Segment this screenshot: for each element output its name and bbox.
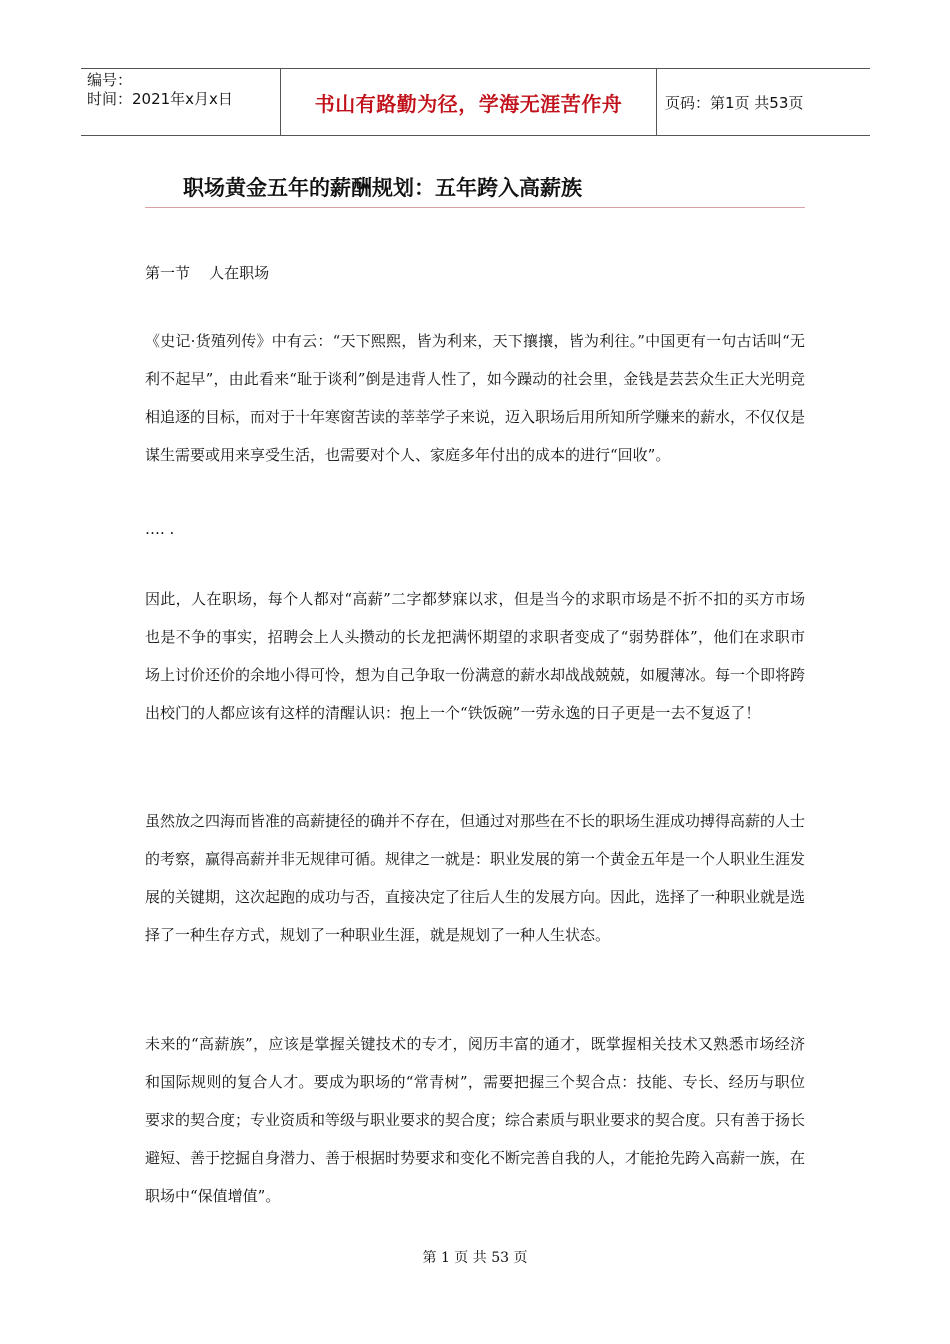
page-footer: 第 1 页 共 53 页 (422, 1250, 528, 1266)
document-date-label: 时间：2021年x月x日 (87, 90, 233, 108)
header-page-cell (657, 69, 870, 135)
header-motto-cell (281, 69, 657, 135)
document-title: 职场黄金五年的薪酬规划：五年跨入高薪族 (183, 176, 582, 200)
header-motto: 书山有路勤为径，学海无涯苦作舟 (314, 91, 623, 116)
paragraph-4: 未来的“高薪族”，应该是掌握关键技术的专才，阅历丰富的通才，既掌握相关技术又熟悉市场经济和国际规则的复合人才。要成为职场的“常青树”，需要把握三个契合点：技能、专长、经历与职位要求的契合度；专业资质和等级与职业要求的契合度；综合素质与职业要求的契合度。只有善于扬长避短、善于挖掘自身潜力、善于根据时势要求和变化不断完善自我的人，才能抢先跨入高薪一族，在职场中“保值增值”。 (145, 1035, 806, 1205)
ellipsis-text: …. . (145, 520, 175, 538)
section-heading: 第一节 人在职场 (145, 264, 270, 282)
title-divider (145, 207, 805, 208)
header-meta-cell (81, 69, 281, 135)
document-header (81, 68, 870, 136)
document-number-label: 编号： (87, 71, 133, 89)
paragraph-2: 因此，人在职场，每个人都对“高薪”二字都梦寐以求，但是当今的求职市场是不折不扣的买方市场也是不争的事实，招聘会上人头攒动的长龙把满怀期望的求职者变成了“弱势群体”，他们在求职市场上讨价还价的余地小得可怜，想为自己争取一份满意的薪水却战战兢兢，如履薄冰。每一个即将跨出校门的人都应该有这样的清醒认识：抱上一个“铁饭碗”一劳永逸的日子更是一去不复返了！ (145, 590, 806, 722)
header-page-label: 页码：第1页 共53页 (665, 93, 804, 112)
paragraph-1: 《史记·货殖列传》中有云：“天下熙熙，皆为利来，天下攘攘，皆为利往。”中国更有一句古话叫“无利不起早”，由此看来“耻于谈利”倒是违背人性了，如今躁动的社会里，金钱是芸芸众生正大光明竞相追逐的目标，而对于十年寒窗苦读的莘莘学子来说，迈入职场后用所知所学赚来的薪水，不仅仅是谋生需要或用来享受生活，也需要对个人、家庭多年付出的成本的进行“回收”。 (145, 332, 806, 464)
paragraph-3: 虽然放之四海而皆准的高薪捷径的确并不存在，但通过对那些在不长的职场生涯成功搏得高薪的人士的考察，赢得高薪并非无规律可循。规律之一就是：职业发展的第一个黄金五年是一个人职业生涯发展的关键期，这次起跑的成功与否，直接决定了往后人生的发展方向。因此，选择了一种职业就是选择了一种生存方式，规划了一种职业生涯，就是规划了一种人生状态。 (145, 812, 806, 944)
